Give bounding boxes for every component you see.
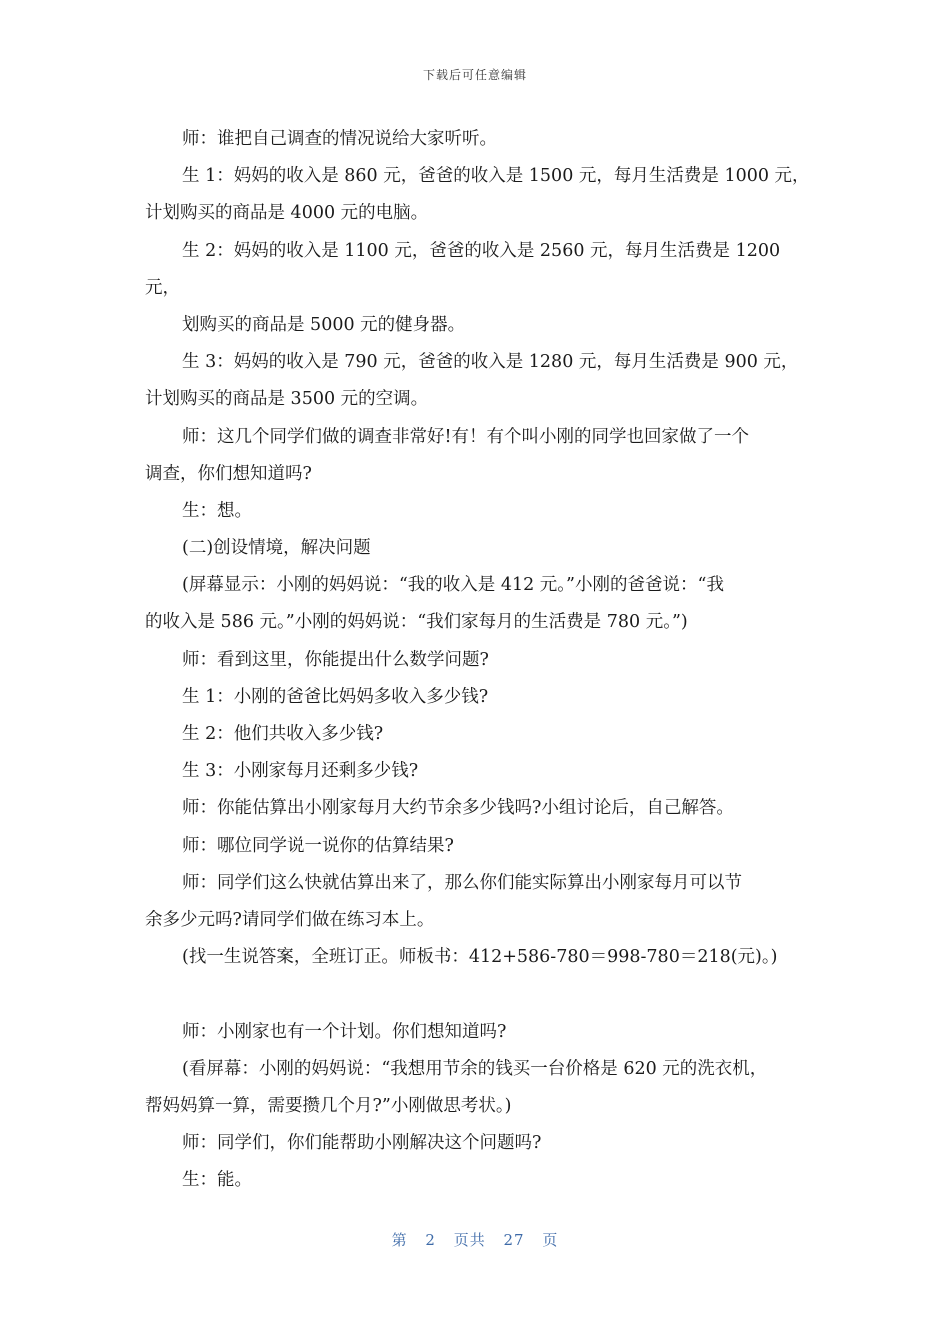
paragraph-line: (找一生说答案，全班订正。师板书：412+586-780＝998-780＝218(元)。) [182, 947, 778, 968]
paragraph-line: 生：想。 [182, 500, 252, 521]
total-pages: 27 [503, 1231, 525, 1249]
paragraph-line: 师：小刚家也有一个计划。你们想知道吗? [182, 1021, 507, 1042]
paragraph-line: 调查，你们想知道吗? [145, 463, 312, 484]
paragraph-line: 元， [145, 277, 180, 298]
page-footer [0, 1229, 950, 1250]
paragraph-line: 生 2：他们共收入多少钱? [182, 724, 384, 744]
paragraph-line: 师：同学们这么快就估算出来了，那么你们能实际算出小刚家每月可以节 [182, 872, 742, 893]
paragraph-line: 师：哪位同学说一说你的估算结果? [182, 835, 454, 856]
paragraph-line: 帮妈妈算一算，需要攒几个月?”小刚做思考状。) [145, 1095, 512, 1116]
paragraph-line: 生 1：小刚的爸爸比妈妈多收入多少钱? [182, 686, 489, 707]
paragraph-line: 划购买的商品是 5000 元的健身器。 [182, 314, 466, 335]
paragraph-line: 生 3：小刚家每月还剩多少钱? [182, 761, 419, 782]
paragraph-line: 计划购买的商品是 3500 元的空调。 [145, 389, 429, 410]
paragraph-line: (屏幕显示：小刚的妈妈说：“我的收入是 412 元。”小刚的爸爸说：“我 [182, 575, 724, 596]
section-heading: (二)创设情境，解决问题 [182, 538, 371, 559]
paragraph-line: (看屏幕：小刚的妈妈说：“我想用节余的钱买一台价格是 620 元的洗衣机， [182, 1058, 768, 1079]
paragraph-line: 计划购买的商品是 4000 元的电脑。 [145, 203, 429, 224]
paragraph-line: 生：能。 [182, 1170, 252, 1191]
paragraph-line: 师：看到这里，你能提出什么数学问题? [182, 649, 489, 670]
paragraph-line: 的收入是 586 元。”小刚的妈妈说：“我们家每月的生活费是 780 元。”) [145, 612, 688, 633]
paragraph-line: 生 1：妈妈的收入是 860 元，爸爸的收入是 1500 元，每月生活费是 1000 元， [182, 166, 810, 187]
document-body [145, 121, 825, 1199]
paragraph-line: 生 2：妈妈的收入是 1100 元，爸爸的收入是 2560 元，每月生活费是 1200 [182, 240, 781, 261]
paragraph-line: 师：同学们，你们能帮助小刚解决这个问题吗? [182, 1133, 542, 1154]
page-label-suffix: 页 [542, 1231, 559, 1249]
blank-line [145, 976, 825, 1013]
paragraph-line: 师：谁把自己调查的情况说给大家听听。 [182, 129, 497, 149]
page-number: 2 [425, 1231, 436, 1249]
paragraph-line: 师：你能估算出小刚家每月大约节余多少钱吗?小组讨论后，自己解答。 [182, 798, 734, 819]
paragraph-line: 生 3：妈妈的收入是 790 元，爸爸的收入是 1280 元，每月生活费是 900 元， [182, 352, 799, 373]
paragraph-line: 余多少元吗?请同学们做在练习本上。 [145, 909, 435, 930]
page-label-middle: 页共 [453, 1231, 486, 1249]
page-header: 下载后可任意编辑 [422, 68, 527, 82]
page-label-prefix: 第 [391, 1231, 408, 1249]
paragraph-line: 师：这几个同学们做的调查非常好!有！有个叫小刚的同学也回家做了一个 [182, 426, 750, 447]
